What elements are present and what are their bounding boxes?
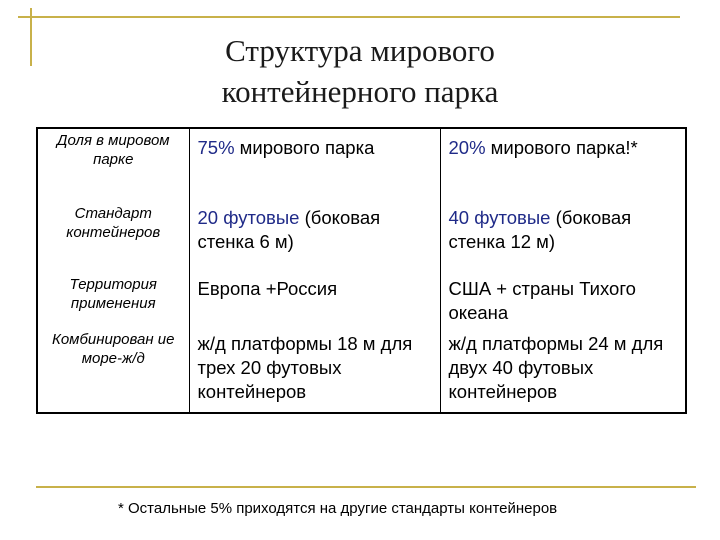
row-header-cell [37, 202, 189, 273]
table-cell [189, 202, 440, 273]
frame-left-line [30, 8, 32, 66]
frame-bottom-line [36, 486, 696, 488]
row-header: Стандарт контейнеров [66, 205, 161, 241]
row-header: Комбинирован ие море-ж/д [52, 331, 175, 367]
cell-text: ж/д платформы 18 м для трех 20 футовых контейнеров [197, 333, 413, 402]
table-cell [440, 202, 686, 273]
cell-text: мирового парка [234, 137, 375, 158]
title-line-1: Структура мирового [225, 33, 495, 68]
cell-highlight: 20% [448, 137, 486, 158]
table-cell [189, 273, 440, 328]
table-row [37, 328, 686, 413]
footnote: * Остальные 5% приходятся на другие стандарты контейнеров [118, 500, 558, 517]
table-cell [440, 128, 686, 202]
table-cell [189, 128, 440, 202]
table-row [37, 128, 686, 202]
container-fleet-table [36, 127, 687, 414]
cell-highlight: 40 футовые [448, 207, 551, 228]
cell-text: (боковая стенка 6 м) [197, 207, 381, 252]
table-cell [440, 328, 686, 413]
slide-title [150, 30, 570, 112]
table-cell [189, 328, 440, 413]
cell-text: мирового парка!* [485, 137, 638, 158]
row-header: Доля в мировом парке [56, 132, 170, 168]
row-header-cell [37, 328, 189, 413]
row-header: Территория применения [69, 276, 157, 312]
cell-text: (боковая стенка 12 м) [448, 207, 632, 252]
table-cell [440, 273, 686, 328]
table-row [37, 202, 686, 273]
cell-text: ж/д платформы 24 м для двух 40 футовых контейнеров [448, 333, 664, 402]
cell-highlight: 20 футовые [197, 207, 300, 228]
cell-text: Европа +Россия [197, 278, 338, 299]
cell-highlight: 75% [197, 137, 235, 158]
row-header-cell [37, 273, 189, 328]
cell-text: США + страны Тихого океана [448, 278, 636, 323]
table-row [37, 273, 686, 328]
title-line-2: контейнерного парка [221, 74, 499, 109]
row-header-cell [37, 128, 189, 202]
frame-top-line [18, 16, 680, 18]
